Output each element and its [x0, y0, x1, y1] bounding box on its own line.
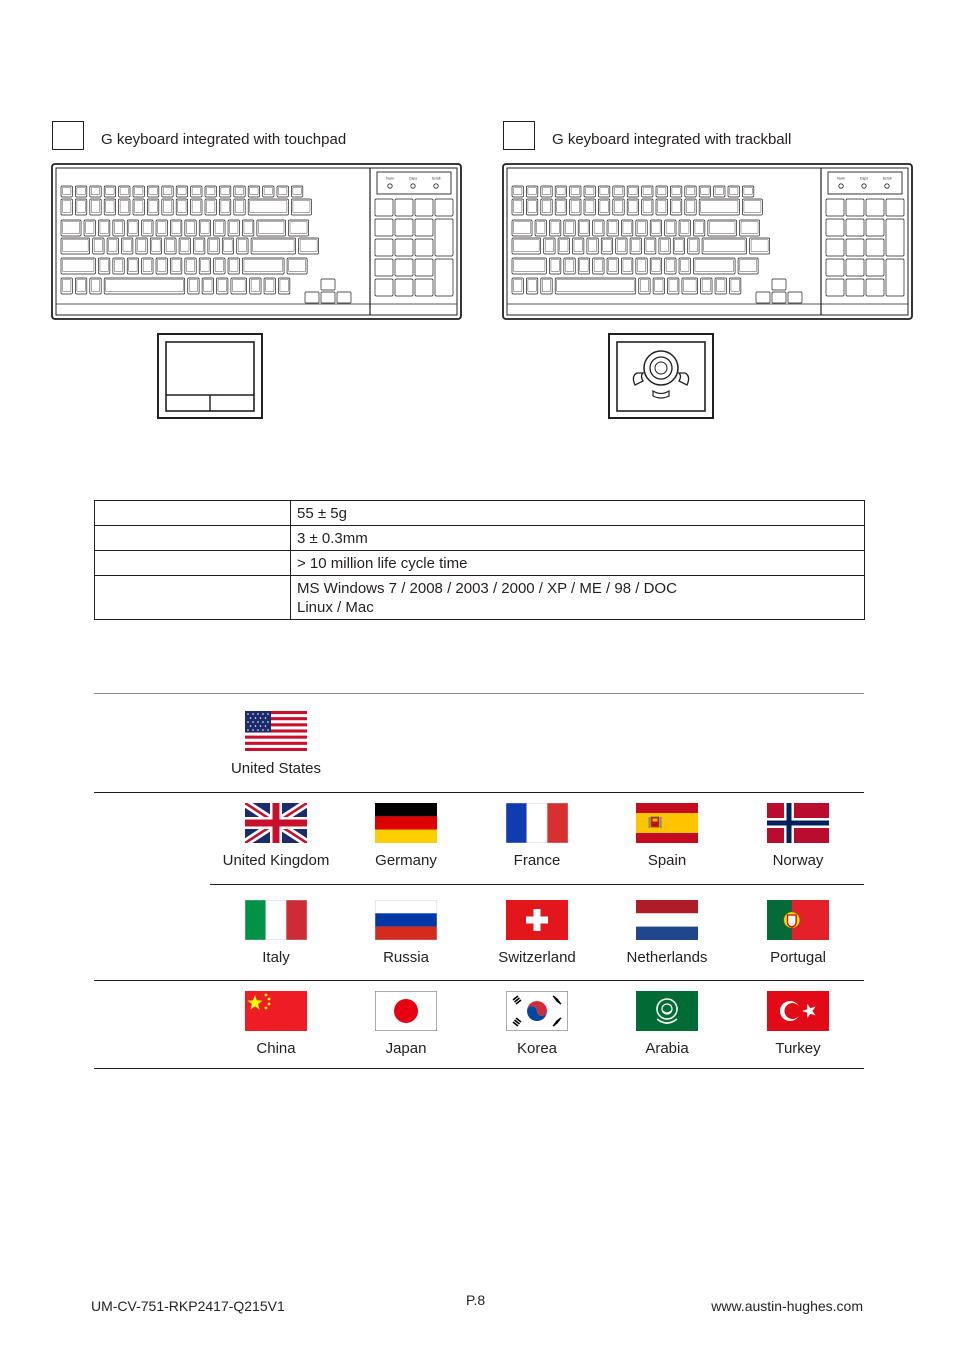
- france-flag-icon: [506, 803, 568, 843]
- layout-option-france: [472, 803, 602, 869]
- layout-option-korea: [472, 991, 602, 1057]
- layout-label: Norway: [772, 852, 824, 869]
- layout-label: Germany: [375, 852, 437, 869]
- option-label-touchpad: G keyboard integrated with touchpad: [101, 131, 347, 148]
- germany-flag-icon: [375, 803, 437, 843]
- uk-flag-icon: [245, 803, 307, 843]
- arab-league-flag-icon: [636, 991, 698, 1031]
- svg-text:Caps: Caps: [408, 176, 418, 181]
- layout-option-netherlands: [602, 900, 732, 966]
- layout-divider: [210, 884, 864, 885]
- svg-text:Num: Num: [386, 176, 394, 181]
- layout-label: Turkey: [775, 1040, 821, 1057]
- keyboard-illustration-trackball: [502, 163, 913, 320]
- turkey-flag-icon: [767, 991, 829, 1031]
- russia-flag-icon: [375, 900, 437, 940]
- trackball-illustration: [608, 333, 714, 419]
- os-support-line-2: Linux / Mac: [297, 599, 374, 616]
- layout-divider: [94, 792, 864, 793]
- table-row: [95, 576, 865, 620]
- touchpad-illustration: [157, 333, 263, 419]
- korea-flag-icon: [506, 991, 568, 1031]
- china-flag-icon: [245, 991, 307, 1031]
- option-label-trackball: G keyboard integrated with trackball: [552, 131, 792, 148]
- spec-value-cell: [291, 576, 865, 620]
- spec-key-cell: [95, 501, 291, 526]
- spec-table: [94, 500, 865, 620]
- layout-option-china: [211, 991, 341, 1057]
- footer-page-number: P.8: [466, 1292, 486, 1308]
- footer-doc-id: UM-CV-751-RKP2417-Q215V1: [91, 1298, 285, 1314]
- layout-option-united-states: [211, 711, 341, 777]
- layout-option-portugal: [733, 900, 863, 966]
- switzerland-flag-icon: [506, 900, 568, 940]
- svg-text:Num: Num: [837, 176, 845, 181]
- us-flag-icon: [245, 711, 307, 751]
- layout-option-japan: [341, 991, 471, 1057]
- layout-section-bottom-line: [94, 1068, 864, 1069]
- layout-option-italy: [211, 900, 341, 966]
- layout-label: Portugal: [770, 949, 826, 966]
- layout-label: Korea: [516, 1040, 558, 1057]
- layout-label: Russia: [383, 949, 429, 966]
- spec-key-cell: [95, 551, 291, 576]
- spec-key-cell: [95, 576, 291, 620]
- italy-flag-icon: [245, 900, 307, 940]
- layout-label: Spain: [647, 852, 687, 869]
- layout-option-united-kingdom: [211, 803, 341, 869]
- portugal-flag-icon: [767, 900, 829, 940]
- layout-label: Arabia: [645, 1040, 689, 1057]
- option-checkbox-touchpad: [52, 121, 84, 150]
- layout-label: France: [513, 852, 561, 869]
- svg-text:Caps: Caps: [859, 176, 869, 181]
- keyboard-illustration-touchpad: [51, 163, 462, 320]
- spec-key-cell: [95, 526, 291, 551]
- table-row: [95, 501, 865, 526]
- layout-label: Japan: [385, 1040, 427, 1057]
- layout-option-switzerland: [472, 900, 602, 966]
- layout-label: United Kingdom: [222, 852, 330, 869]
- layout-label: United States: [230, 760, 322, 777]
- layout-option-russia: [341, 900, 471, 966]
- footer-website: www.austin-hughes.com: [711, 1298, 863, 1314]
- svg-text:Scroll: Scroll: [431, 176, 441, 181]
- layout-option-arabia: [602, 991, 732, 1057]
- table-row: [95, 551, 865, 576]
- layout-divider: [94, 980, 864, 981]
- layout-option-turkey: [733, 991, 863, 1057]
- layout-label: China: [256, 1040, 296, 1057]
- japan-flag-icon: [375, 991, 437, 1031]
- layout-section-top-line: [94, 693, 864, 694]
- spec-value-cell: > 10 million life cycle time: [291, 551, 865, 576]
- option-checkbox-trackball: [503, 121, 535, 150]
- layout-option-germany: [341, 803, 471, 869]
- spec-value-cell: 3 ± 0.3mm: [291, 526, 865, 551]
- netherlands-flag-icon: [636, 900, 698, 940]
- svg-text:Scroll: Scroll: [882, 176, 892, 181]
- layout-label: Switzerland: [498, 949, 576, 966]
- spain-flag-icon: [636, 803, 698, 843]
- spec-value-cell: 55 ± 5g: [291, 501, 865, 526]
- layout-option-spain: [602, 803, 732, 869]
- os-support-line-1: MS Windows 7 / 2008 / 2003 / 2000 / XP / ME / 98 / DOC: [297, 580, 677, 597]
- layout-option-norway: [733, 803, 863, 869]
- layout-label: Netherlands: [626, 949, 708, 966]
- layout-label: Italy: [262, 949, 290, 966]
- norway-flag-icon: [767, 803, 829, 843]
- table-row: [95, 526, 865, 551]
